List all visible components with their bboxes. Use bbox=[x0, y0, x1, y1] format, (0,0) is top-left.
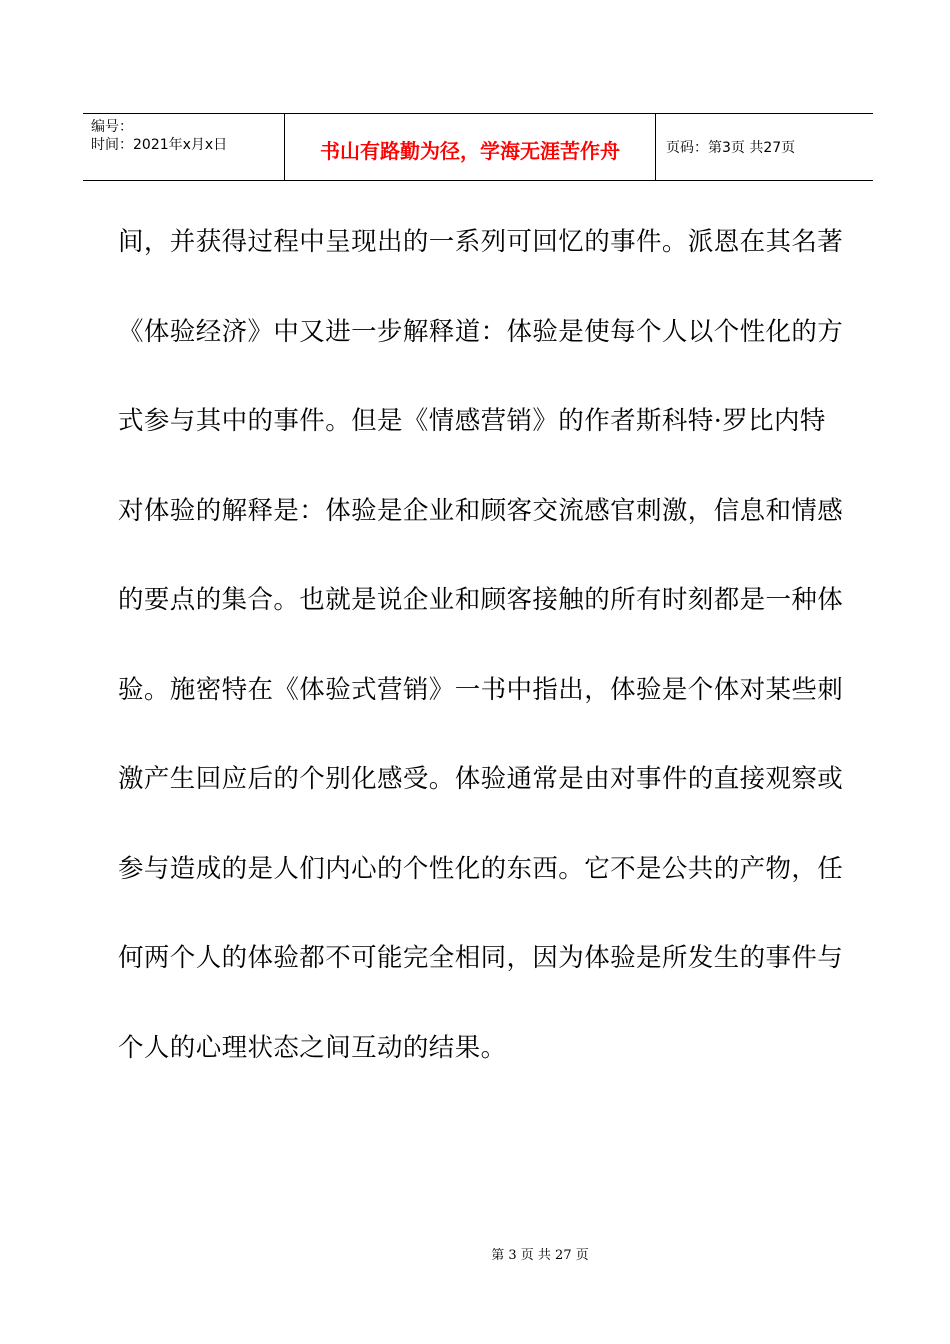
page-footer bbox=[0, 1244, 950, 1263]
header-motto: 书山有路勤为径，学海无涯苦作舟 bbox=[320, 138, 620, 163]
body-line: 的要点的集合。也就是说企业和顾客接触的所有时刻都是一种体 bbox=[118, 585, 844, 615]
body-line: 式参与其中的事件。但是《情感营销》的作者斯科特·罗比内特 bbox=[118, 406, 826, 436]
header-page-info: 页码：第3页 共27页 bbox=[666, 140, 796, 156]
document-time-label: 时间：2021年x月x日 bbox=[91, 137, 228, 153]
body-line: 间，并获得过程中呈现出的一系列可回忆的事件。派恩在其名著 bbox=[118, 227, 844, 257]
document-number-label: 编号： bbox=[91, 119, 133, 135]
body-line: 激产生回应后的个别化感受。体验通常是由对事件的直接观察或 bbox=[118, 764, 844, 794]
body-line: 验。施密特在《体验式营销》一书中指出，体验是个体对某些刺 bbox=[118, 674, 844, 705]
body-line: 何两个人的体验都不可能完全相同，因为体验是所发生的事件与 bbox=[118, 943, 844, 973]
header-meta-cell bbox=[83, 114, 285, 180]
header-motto-cell bbox=[285, 114, 656, 180]
header-table bbox=[83, 113, 873, 181]
header-page-cell bbox=[656, 114, 873, 180]
body-text bbox=[118, 218, 844, 1113]
body-line: 参与造成的是人们内心的个性化的东西。它不是公共的产物，任 bbox=[118, 853, 844, 884]
footer-page-number: 第 3 页 共 27 页 bbox=[491, 1248, 589, 1263]
body-line: 《体验经济》中又进一步解释道：体验是使每个人以个性化的方 bbox=[118, 316, 844, 347]
body-line: 个人的心理状态之间互动的结果。 bbox=[118, 1032, 507, 1063]
body-line: 对体验的解释是：体验是企业和顾客交流感官刺激，信息和情感 bbox=[118, 495, 844, 526]
